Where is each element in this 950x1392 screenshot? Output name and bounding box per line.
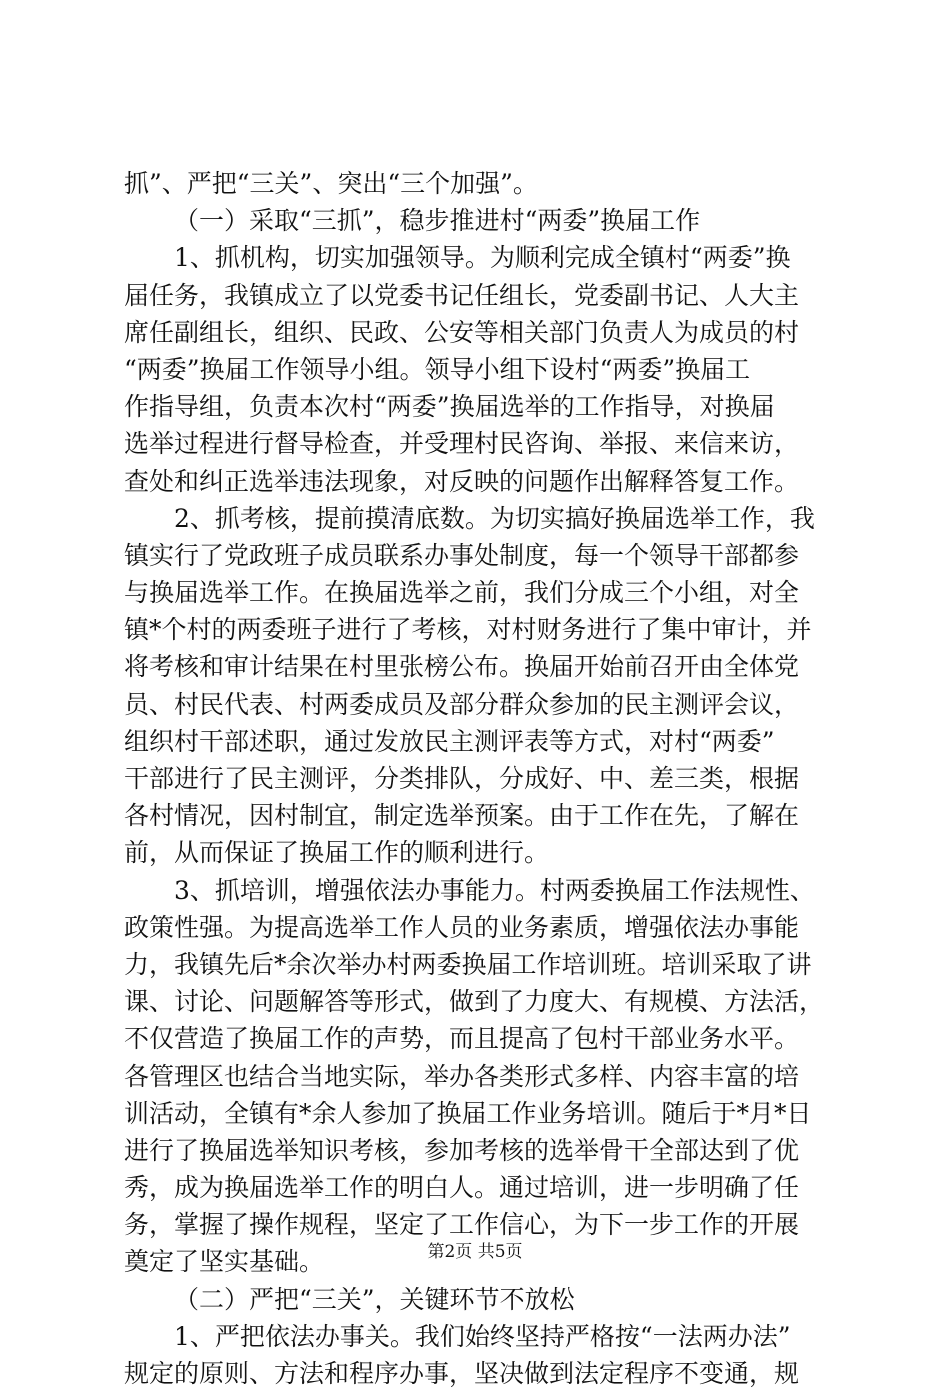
text-line: 2、抓考核，提前摸清底数。为切实搞好换届选举工作，我: [174, 503, 815, 533]
text-line: 3、抓培训，增强依法办事能力。村两委换届工作法规性、: [174, 875, 815, 905]
text-line: 政策性强。为提高选举工作人员的业务素质，增强依法办事能: [124, 912, 800, 942]
text-line: 各管理区也结合当地实际，举办各类形式多样、内容丰富的培: [124, 1061, 800, 1091]
text-line: （一）采取“三抓”，稳步推进村“两委”换届工作: [174, 206, 701, 236]
text-line: “两委”换届工作领导小组。领导小组下设村“两委”换届工: [124, 354, 751, 384]
text-line: 秀，成为换届选举工作的明白人。通过培训，进一步明确了任: [124, 1173, 800, 1203]
text-line: 各村情况，因村制宜，制定选举预案。由于工作在先，了解在: [124, 801, 800, 831]
text-line: 前，从而保证了换届工作的顺利进行。: [124, 838, 550, 868]
text-line: 将考核和审计结果在村里张榜公布。换届开始前召开由全体党: [124, 652, 800, 682]
text-line: 员、村民代表、村两委成员及部分群众参加的民主测评会议，: [124, 689, 800, 719]
text-line: 干部进行了民主测评，分类排队，分成好、中、差三类，根据: [124, 764, 800, 793]
text-line: 届任务，我镇成立了以党委书记任组长，党委副书记、人大主: [124, 280, 800, 310]
text-line: 不仅营造了换届工作的声势，而且提高了包村干部业务水平。: [124, 1024, 800, 1054]
page-number: 第2页 共5页: [427, 1242, 523, 1262]
page-footer: [0, 1240, 950, 1264]
text-line: 选举过程进行督导检查，并受理村民咨询、举报、来信来访，: [124, 429, 800, 459]
text-line: 席任副组长，组织、民政、公安等相关部门负责人为成员的村: [124, 317, 800, 347]
document-body: [124, 165, 836, 1392]
text-line: 奠定了坚实基础。: [124, 1247, 325, 1277]
text-line: 1、抓机构，切实加强领导。为顺利完成全镇村“两委”换: [174, 243, 791, 273]
text-line: 组织村干部述职，通过发放民主测评表等方式，对村“两委”: [124, 726, 775, 756]
text-line: 规定的原则、方法和程序办事，坚决做到法定程序不变通，规: [124, 1359, 800, 1388]
text-line: 镇实行了党政班子成员联系办事处制度，每一个领导干部都参: [124, 540, 800, 570]
text-line: 力，我镇先后*余次举办村两委换届工作培训班。培训采取了讲: [124, 949, 812, 979]
text-line: （二）严把“三关”，关键环节不放松: [174, 1284, 575, 1314]
text-line: 查处和纠正选举违法现象，对反映的问题作出解释答复工作。: [124, 466, 800, 496]
text-line: 镇*个村的两委班子进行了考核，对村财务进行了集中审计，并: [124, 615, 812, 645]
text-line: 抓”、严把“三关”、突出“三个加强”。: [124, 169, 538, 198]
text-line: 与换届选举工作。在换届选举之前，我们分成三个小组，对全: [124, 578, 800, 608]
text-line: 课、讨论、问题解答等形式，做到了力度大、有规模、方法活，: [124, 987, 825, 1017]
text-line: 作指导组，负责本次村“两委”换届选举的工作指导，对换届: [124, 392, 775, 422]
text-line: 务，掌握了操作规程，坚定了工作信心，为下一步工作的开展: [124, 1210, 800, 1240]
text-line: 进行了换届选举知识考核，参加考核的选举骨干全部达到了优: [124, 1135, 800, 1165]
text-line: 训活动，全镇有*余人参加了换届工作业务培训。随后于*月*日: [124, 1098, 812, 1128]
text-line: 1、严把依法办事关。我们始终坚持严格按“一法两办法”: [174, 1321, 791, 1351]
